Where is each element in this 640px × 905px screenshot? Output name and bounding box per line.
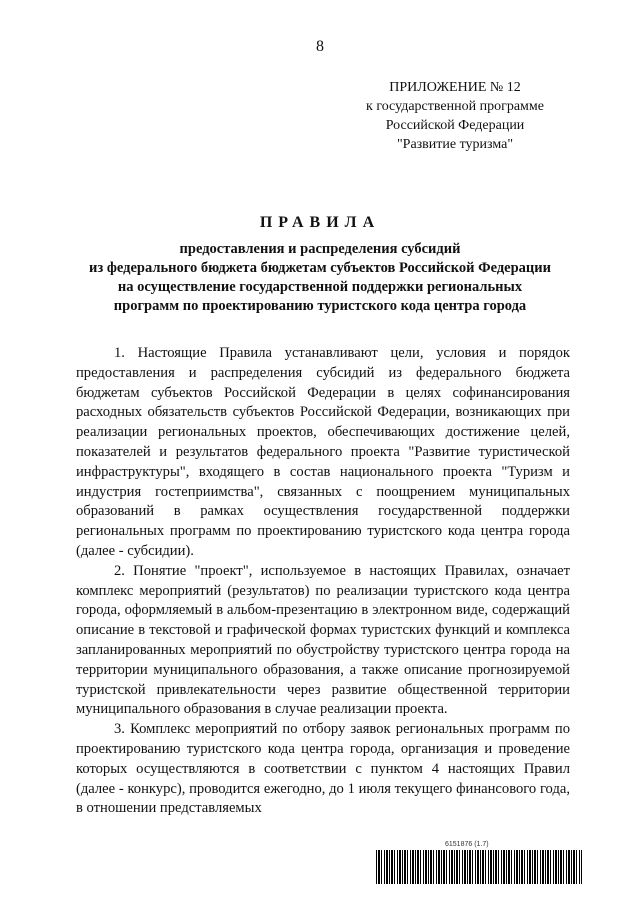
- subtitle-line: программ по проектированию туристского кода центра города: [113, 298, 527, 314]
- document-body: [76, 344, 570, 819]
- appendix-header: [330, 78, 580, 154]
- appendix-line: к государственной программе: [366, 99, 544, 114]
- appendix-line: ПРИЛОЖЕНИЕ № 12: [389, 80, 521, 95]
- appendix-line: "Развитие туризма": [396, 137, 514, 152]
- paragraph-3: 3. Комплекс мероприятий по отбору заявок региональных программ по проектированию туристского кода центра города, организация и проведение которых осуществляются в соответствии с пунктом 4 настоящих Правил (далее - конкурс), проводится ежегодно, до 1 июля текущего финансового года, в отношении представляемых: [76, 721, 570, 817]
- paragraph-2: 2. Понятие "проект", используемое в настоящих Правилах, означает комплекс мероприятий (результатов) по реализации туристского кода центра города, оформляемый в альбом-презентацию в электронном виде, содержащий описание в текстовой и графической формах туристских функций и комплекса запланированных мероприятий по обустройству туристского центра города на территории муниципального образования, а также описание прогнозируемой туристской привлекательности через развитие общественной территории муниципального образования в случае реализации проекта.: [76, 562, 570, 718]
- appendix-line: Российской Федерации: [385, 118, 525, 133]
- barcode-icon: [376, 850, 582, 884]
- document-title: ПРАВИЛА: [259, 214, 381, 231]
- paragraph-1: 1. Настоящие Правила устанавливают цели, условия и порядок предоставления и распределения субсидий из федерального бюджета бюджетам субъектов Российской Федерации в целях софинансирования расходных обязательств субъектов Российской Федерации, возникающих при реализации региональных проектов, обеспечивающих достижение целей, показателей и результатов федерального проекта "Развитие туристической инфраструктуры", входящего в состав национального проекта "Туризм и индустрия гостеприимства", связанных с поощрением муниципальных образований в рамках осуществления государственной поддержки региональных программ по проектированию туристского кода центра города (далее - субсидии).: [76, 345, 570, 559]
- subtitle-line: из федерального бюджета бюджетам субъектов Российской Федерации: [89, 260, 551, 276]
- page-number: 8: [316, 38, 324, 55]
- footer-code: 6151876 (1.7): [445, 841, 489, 848]
- subtitle-line: на осуществление государственной поддержки региональных: [117, 279, 523, 295]
- document-subtitle: [60, 240, 580, 316]
- subtitle-line: предоставления и распределения субсидий: [179, 241, 461, 257]
